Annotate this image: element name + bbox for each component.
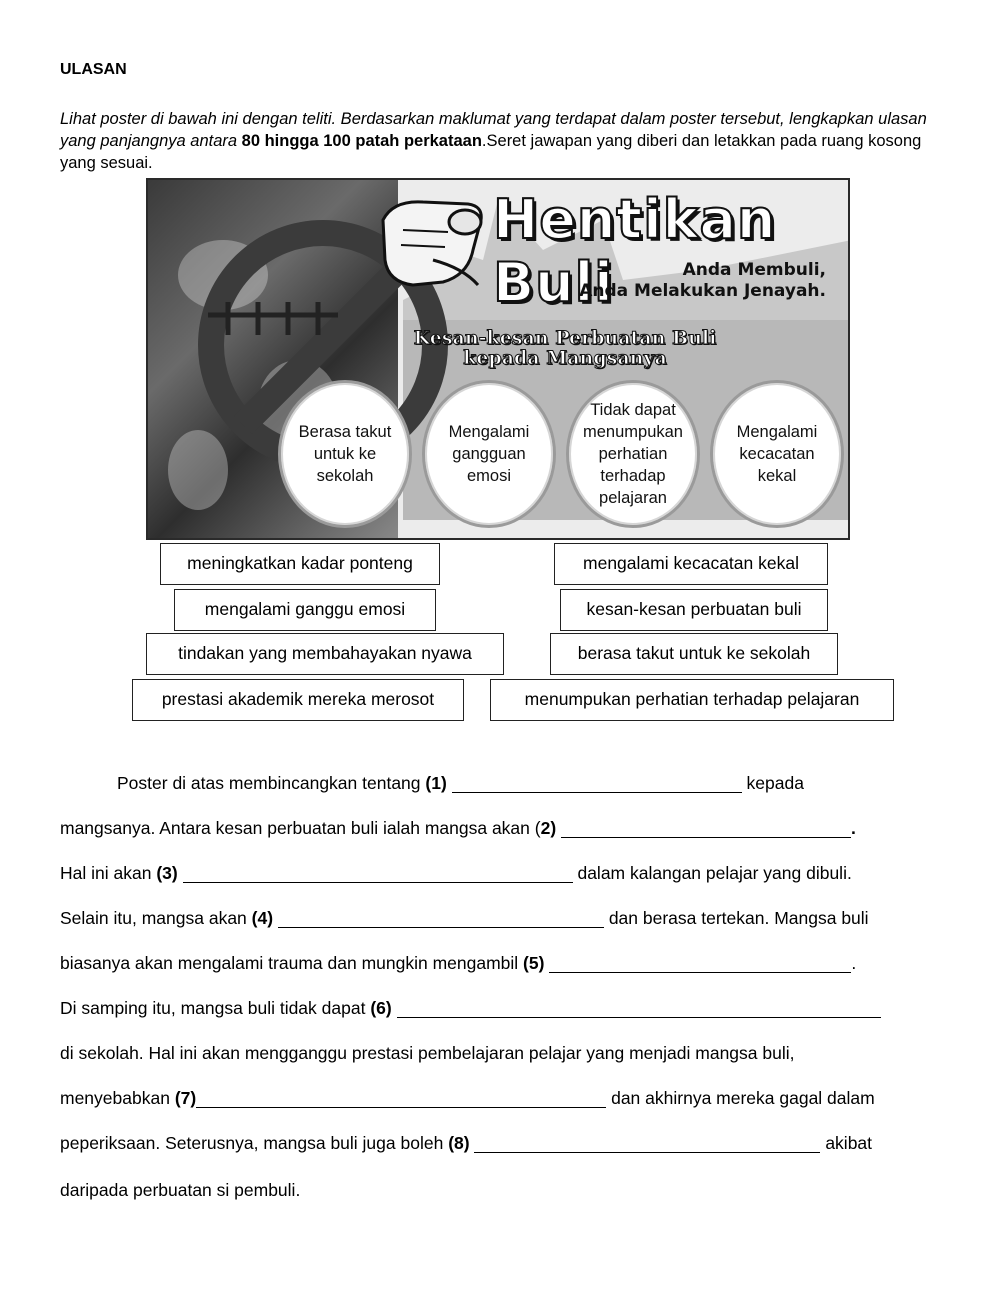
passage-text: Poster di atas membincangkan tentang — [117, 773, 421, 793]
passage-text: akibat — [825, 1133, 873, 1153]
instructions-word-count: 80 hingga 100 patah perkataan — [241, 132, 482, 150]
passage-text: biasanya akan mengalami trauma dan mungkin mengambil — [60, 953, 519, 973]
passage-text: menyebabkan — [60, 1088, 170, 1108]
instructions-italic: Lihat poster di bawah ini dengan teliti. Berdasarkan maklumat yang terdapat dalam poster tersebut, lengkapkan ulasan yang panjangnya antara — [60, 110, 927, 150]
passage-line-7 — [60, 1043, 794, 1064]
pointing-hand-icon — [373, 190, 503, 295]
passage-line-10 — [60, 1180, 300, 1201]
answer-chip[interactable]: kesan-kesan perbuatan buli — [560, 589, 828, 631]
poster-tagline-line1: Anda Membuli, — [682, 260, 826, 280]
poster-headline: Hentikan Buli — [493, 188, 777, 314]
blank-number-7: (7) — [174, 1088, 197, 1108]
drop-zone-3[interactable] — [183, 865, 573, 883]
poster-subtitle-line2: kepada Mangsanya — [463, 347, 667, 369]
anti-bullying-poster — [146, 178, 850, 540]
passage-text: daripada perbuatan si pembuli. — [60, 1180, 301, 1200]
passage-line-9 — [60, 1133, 872, 1154]
passage-text: . — [851, 953, 857, 973]
poster-subtitle-line1: Kesan-kesan Perbuatan Buli — [413, 327, 717, 349]
answer-chip[interactable]: meningkatkan kadar ponteng — [160, 543, 440, 585]
passage-text: Selain itu, mangsa akan — [60, 908, 247, 928]
passage-line-5 — [60, 953, 856, 974]
drop-zone-1[interactable] — [452, 775, 742, 793]
passage-text: dan akhirnya mereka gagal dalam — [611, 1088, 875, 1108]
answer-chip[interactable]: berasa takut untuk ke sekolah — [550, 633, 838, 675]
answer-chip[interactable]: menumpukan perhatian terhadap pelajaran — [490, 679, 894, 721]
passage-text: Di samping itu, mangsa buli tidak dapat — [60, 998, 366, 1018]
effect-circle-disability: Mengalami kecacatan kekal — [710, 380, 844, 528]
passage-text: Hal ini akan — [60, 863, 152, 883]
instructions — [60, 108, 940, 174]
passage-text: . — [851, 818, 856, 838]
passage-line-8 — [60, 1088, 875, 1109]
blank-number-1: (1) — [425, 773, 447, 793]
answer-chip[interactable]: prestasi akademik mereka merosot — [132, 679, 464, 721]
passage-text: di sekolah. Hal ini akan mengganggu prestasi pembelajaran pelajar yang menjadi mangsa buli, — [60, 1043, 795, 1063]
blank-number-6: (6) — [370, 998, 392, 1018]
instructions-plain: .Seret jawapan yang diberi dan letakkan pada ruang kosong yang sesuai. — [60, 132, 922, 172]
passage-text: peperiksaan. Seterusnya, mangsa buli juga boleh — [60, 1133, 444, 1153]
drop-zone-4[interactable] — [278, 910, 604, 928]
effect-circle-emotion: Mengalami gangguan emosi — [422, 380, 556, 528]
worksheet-title: ULASAN — [60, 61, 127, 78]
drop-zone-5[interactable] — [549, 955, 851, 973]
drop-zone-2[interactable] — [561, 820, 851, 838]
effect-circle-fear: Berasa takut untuk ke sekolah — [278, 380, 412, 528]
blank-number-5: (5) — [523, 953, 545, 973]
passage-line-6 — [60, 998, 881, 1019]
poster-tagline — [579, 260, 826, 302]
passage-line-4 — [60, 908, 869, 929]
passage-line-2 — [60, 818, 856, 839]
answer-chip[interactable]: mengalami kecacatan kekal — [554, 543, 828, 585]
blank-number-8: (8) — [448, 1133, 470, 1153]
passage-line-1 — [117, 773, 804, 794]
passage-text: mangsanya. Antara kesan perbuatan buli ialah mangsa akan ( — [60, 818, 541, 838]
passage-text: kepada — [746, 773, 804, 793]
answer-chip[interactable]: mengalami ganggu emosi — [174, 589, 436, 631]
drop-zone-7[interactable] — [196, 1090, 606, 1108]
passage-line-3 — [60, 863, 852, 884]
effect-circle-focus: Tidak dapat menumpukan perhatian terhadap pelajaran — [566, 380, 700, 528]
passage-text: dan berasa tertekan. Mangsa buli — [608, 908, 869, 928]
blank-number-3: (3) — [156, 863, 178, 883]
poster-subtitle — [400, 328, 730, 368]
drop-zone-6[interactable] — [397, 1000, 881, 1018]
drop-zone-8[interactable] — [474, 1135, 820, 1153]
poster-tagline-line2: Anda Melakukan Jenayah. — [579, 281, 826, 301]
blank-number-4: (4) — [251, 908, 274, 928]
answer-chip[interactable]: tindakan yang membahayakan nyawa — [146, 633, 504, 675]
passage-text: dalam kalangan pelajar yang dibuli. — [577, 863, 852, 883]
blank-number-2: 2) — [540, 818, 557, 838]
